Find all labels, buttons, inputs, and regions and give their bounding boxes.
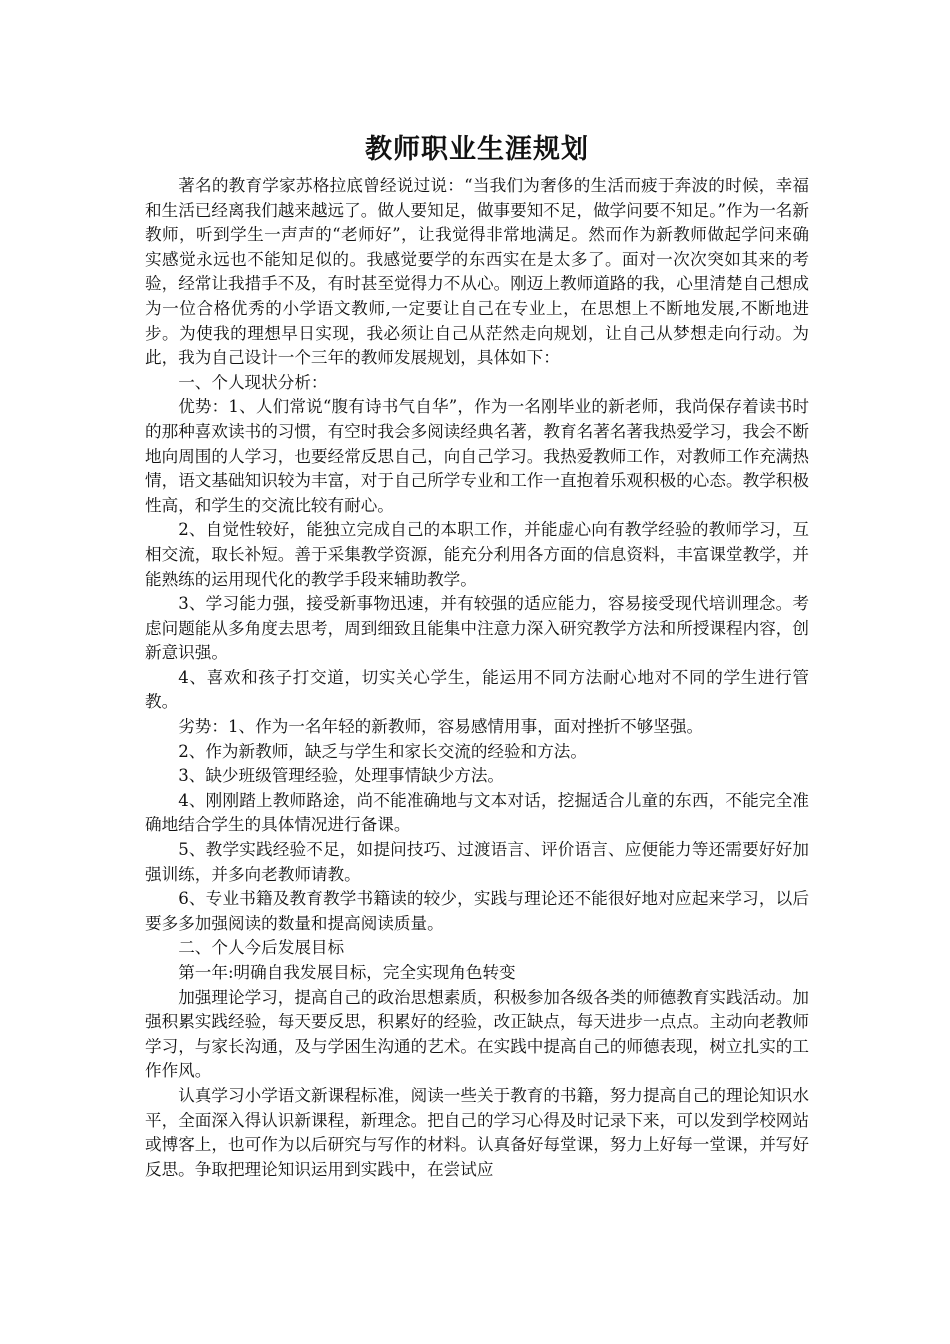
weakness-paragraph-2: 2、作为新教师，缺乏与学生和家长交流的经验和方法。: [178, 741, 587, 761]
first-year-paragraph-1: 加强理论学习，提高自己的政治思想素质，积极参加各级各类的师德教育实践活动。加强积累实践经验，每天要反思，积累好的经验，改正缺点，每天进步一点点。主动向老教师学习，与家长沟通，及与学困生沟通的艺术。在实践中提高自己的师德表现，树立扎实的工作作风。: [145, 987, 809, 1081]
weakness-paragraph-6: 6、专业书籍及教育教学书籍读的较少，实践与理论还不能很好地对应起来学习，以后要多多加强阅读的数量和提高阅读质量。: [145, 889, 809, 933]
weakness-paragraph-3: 3、缺少班级管理经验，处理事情缺少方法。: [178, 766, 505, 786]
first-year-paragraph-2: 认真学习小学语文新课程标准，阅读一些关于教育的书籍，努力提高自己的理论知识水平，全面深入得认识新课程，新理念。把自己的学习心得及时记录下来，可以发到学校网站或博客上，也可作为以后研究与写作的材料。认真备好每堂课，努力上好每一堂课，并写好反思。争取把理论知识运用到实践中，在尝试应: [145, 1085, 809, 1179]
strength-paragraph-1: 优势：1、人们常说“腹有诗书气自华”，作为一名刚毕业的新老师，我尚保存着读书时的那种喜欢读书的习惯，有空时我会多阅读经典名著，教育名著名著我热爱学习，我会不断地向周围的人学习，也要经常反思自己，向自己学习。我热爱教师工作，对教师工作充满热情，语文基础知识较为丰富，对于自己所学专业和工作一直抱着乐观积极的心态。教学积极性高，和学生的交流比较有耐心。: [145, 397, 809, 515]
first-year-heading: 第一年:明确自我发展目标，完全实现角色转变: [178, 963, 516, 982]
strength-paragraph-2: 2、自觉性较好，能独立完成自己的本职工作，并能虚心向有教学经验的教师学习，互相交流，取长补短。善于采集教学资源，能充分利用各方面的信息资料，丰富课堂教学，并能熟练的运用现代化的教学手段来辅助教学。: [145, 520, 809, 589]
strength-paragraph-4: 4、喜欢和孩子打交道，切实关心学生，能运用不同方法耐心地对不同的学生进行管教。: [145, 667, 809, 712]
intro-paragraph: 著名的教育学家苏格拉底曾经说过说：“当我们为奢侈的生活而疲于奔波的时候，幸福和生活已经离我们越来越远了。做人要知足，做事要知不足，做学问要不知足。”作为一名新教师，听到学生一声声的“老师好”，让我觉得非常地满足。然而作为新教师做起学问来确实感觉永远也不能知足似的。我感觉要学的东西实在是太多了。面对一次次突如其来的考验，经常让我措手不及，有时甚至觉得力不从心。刚迈上教师道路的我，心里清楚自己想成为一位合格优秀的小学语文教师,一定要让自己在专业上，在思想上不断地发展,不断地进步。为使我的理想早日实现，我必须让自己从茫然走向规划，让自己从梦想走向行动。为此，我为自己设计一个三年的教师发展规划，具体如下：: [145, 176, 809, 368]
section-heading-current-status: 一、个人现状分析：: [178, 372, 328, 392]
weakness-paragraph-4: 4、刚刚踏上教师路途，尚不能准确地与文本对话，挖掘适合儿童的东西，不能完全准确地结合学生的具体情况进行备课。: [145, 790, 809, 835]
weakness-paragraph-5: 5、教学实践经验不足，如提问技巧、过渡语言、评价语言、应便能力等还需要好好加强训练，并多向老教师请教。: [145, 840, 809, 884]
document-page: [145, 126, 809, 1182]
section-heading-goals: 二、个人今后发展目标: [178, 938, 345, 958]
strength-paragraph-3: 3、学习能力强，接受新事物迅速，并有较强的适应能力，容易接受现代培训理念。考虑问题能从多角度去思考，周到细致且能集中注意力深入研究教学方法和所授课程内容，创新意识强。: [145, 594, 809, 663]
document-body: [145, 174, 809, 1182]
weakness-paragraph-1: 劣势：1、作为一名年轻的新教师，容易感情用事，面对挫折不够坚强。: [178, 717, 704, 737]
document-title: 教师职业生涯规划: [365, 134, 589, 165]
